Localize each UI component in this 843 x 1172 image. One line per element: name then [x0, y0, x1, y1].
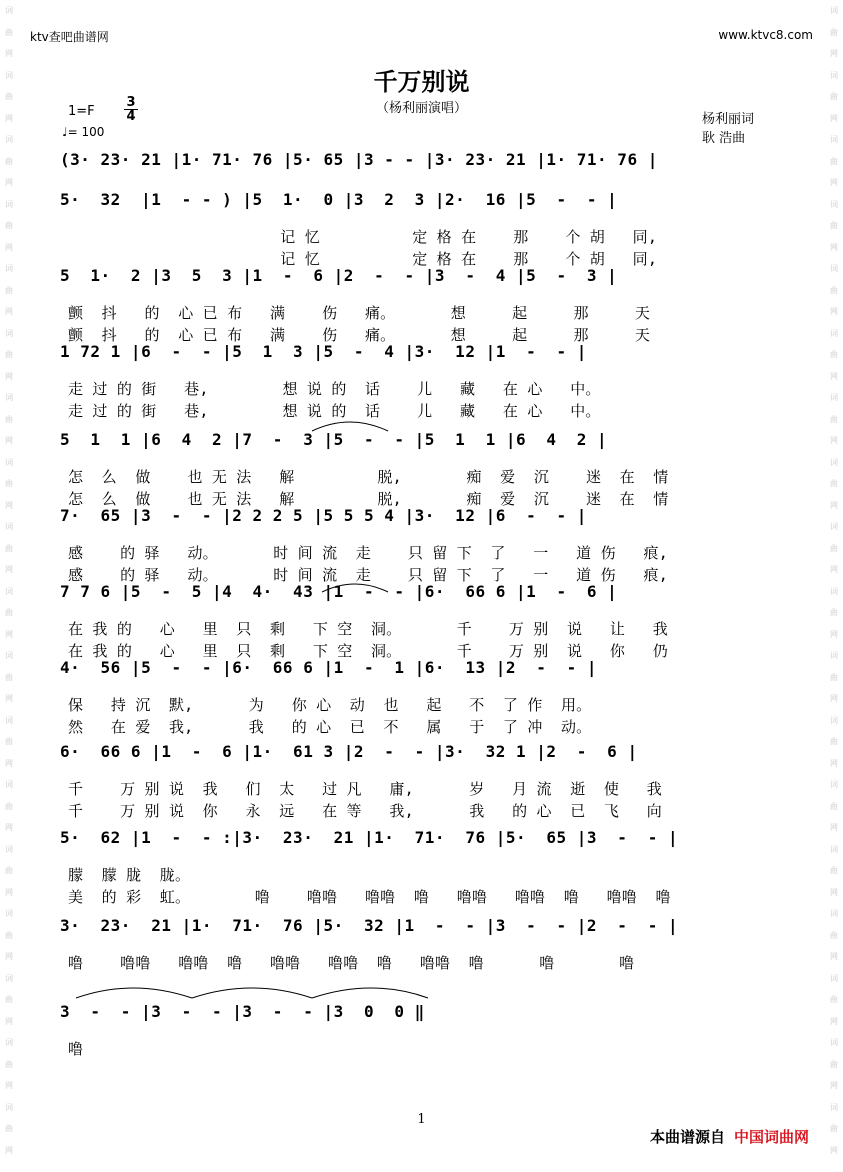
notation-line: 5 1· 2 |3 5 3 |1 - 6 |2 - - |3 - 4 |5 - 3 |	[60, 266, 618, 285]
watermark-char: 曲	[5, 737, 13, 746]
lyric-line: 噜 噜噜 噜噜 噜 噜噜 噜噜 噜 噜噜 噜 噜 噜	[68, 954, 635, 972]
song-title: 千万别说	[373, 68, 470, 96]
lyric-line: 美 的 彩 虹。 噜 噜噜 噜噜 噜 噜噜 噜噜 噜 噜噜 噜	[68, 888, 671, 906]
watermark-char: 词	[830, 393, 838, 402]
watermark-char: 网	[5, 436, 13, 445]
notation-line: 7 7 6 |5 - 5 |4 4· 43 |1 - - |6· 66 6 |1 - 6 |	[60, 582, 618, 601]
watermark-char: 词	[5, 1102, 13, 1112]
notation-system	[60, 430, 780, 460]
watermark-char: 曲	[5, 930, 13, 940]
watermark-char: 曲	[830, 156, 838, 166]
watermark-char: 词	[830, 1038, 838, 1047]
slur-mark	[310, 417, 390, 433]
watermark-char: 词	[5, 264, 13, 273]
composer-credit: 耿 浩曲	[702, 131, 746, 146]
watermark-char: 曲	[830, 866, 838, 875]
watermark-char: 网	[830, 694, 838, 703]
watermark-char: 网	[830, 500, 838, 510]
notation-line: 1 72 1 |6 - - |5 1 3 |5 - 4 |3· 12 |1 - - |	[60, 342, 587, 361]
source-label: 本曲谱源自	[649, 1128, 725, 1146]
notation-system	[60, 190, 780, 220]
watermark-char: 曲	[830, 608, 838, 617]
watermark-char: 曲	[5, 543, 13, 553]
watermark-char: 网	[830, 242, 838, 252]
watermark-char: 曲	[5, 479, 13, 488]
notation-system	[60, 916, 780, 946]
watermark-char: 词	[830, 715, 838, 725]
watermark-char: 网	[5, 1016, 13, 1026]
watermark-char: 网	[830, 1016, 838, 1026]
watermark-char: 曲	[830, 737, 838, 746]
watermark-char: 网	[5, 629, 13, 639]
lyric-line: 噜	[68, 1040, 84, 1058]
watermark-char: 网	[5, 952, 13, 961]
watermark-char: 网	[830, 113, 838, 123]
watermark-char: 网	[5, 113, 13, 123]
watermark-char: 曲	[5, 285, 13, 295]
watermark-char: 网	[5, 307, 13, 316]
watermark-char: 曲	[5, 414, 13, 424]
lyric-line: 千 万 别 说 我 们 太 过 凡 庸, 岁 月 流 逝 使 我	[68, 780, 662, 798]
watermark-char: 曲	[830, 995, 838, 1004]
watermark-char: 词	[830, 586, 838, 596]
watermark-char: 网	[5, 758, 13, 768]
watermark-char: 曲	[5, 866, 13, 875]
watermark-char: 网	[5, 1081, 13, 1090]
time-numerator: 3	[126, 95, 136, 110]
watermark-char: 词	[5, 586, 13, 596]
notation-line: 6· 66 6 |1 - 6 |1· 61 3 |2 - - |3· 32 1 |2 - 6 |	[60, 742, 638, 761]
watermark-char: 网	[5, 178, 13, 187]
watermark-char: 曲	[5, 221, 13, 230]
watermark-char: 网	[830, 307, 838, 316]
notation-line: 7· 65 |3 - - |2 2 2 5 |5 5 5 4 |3· 12 |6 - - |	[60, 506, 587, 525]
time-denominator: 4	[124, 109, 138, 123]
notation-system	[60, 1002, 780, 1032]
watermark-char: 词	[5, 70, 13, 80]
watermark-char: 网	[830, 178, 838, 187]
key-signature: 1=F	[68, 104, 95, 119]
watermark-char: 曲	[830, 479, 838, 488]
watermark-char: 词	[830, 457, 838, 467]
lyric-line: 怎 么 做 也 无 法 解 脱, 痴 爱 沉 迷 在 情	[68, 490, 669, 508]
lyric-line: 在 我 的 心 里 只 剩 下 空 洞。 千 万 别 说 让 我	[68, 620, 668, 638]
lyric-line: 千 万 别 说 你 永 远 在 等 我, 我 的 心 已 飞 向	[68, 802, 662, 820]
watermark-char: 网	[5, 823, 13, 832]
watermark-char: 曲	[830, 221, 838, 230]
watermark-char: 词	[5, 199, 13, 209]
notation-system	[60, 828, 780, 858]
watermark-char: 词	[5, 780, 13, 789]
watermark-char: 曲	[5, 672, 13, 682]
watermark-char: 词	[830, 70, 838, 80]
watermark-char: 词	[830, 522, 838, 531]
watermark-char: 词	[830, 973, 838, 983]
watermark-char: 词	[830, 264, 838, 273]
watermark-char: 曲	[5, 27, 13, 37]
watermark-char: 曲	[5, 1124, 13, 1133]
watermark-char: 曲	[830, 543, 838, 553]
watermark-char: 词	[830, 651, 838, 660]
watermark-char: 网	[830, 823, 838, 832]
slur-mark	[320, 580, 390, 594]
watermark-char: 词	[830, 844, 838, 854]
watermark-char: 网	[5, 49, 13, 58]
notation-line: (3· 23· 21 |1· 71· 76 |5· 65 |3 - - |3· 23· 21 |1· 71· 76 |	[60, 150, 658, 169]
watermark-char: 曲	[5, 1059, 13, 1069]
notation-system	[60, 658, 780, 688]
watermark-char: 曲	[5, 350, 13, 359]
lyric-line: 朦 朦 胧 胧。	[68, 866, 191, 884]
notation-system	[60, 506, 780, 536]
lyric-line: 记 忆 定 格 在 那 个 胡 同,	[68, 250, 658, 268]
watermark-char: 网	[830, 1145, 838, 1155]
notation-line: 5· 32 |1 - - ) |5 1· 0 |3 2 3 |2· 16 |5 - - |	[60, 190, 618, 209]
watermark-char: 曲	[830, 672, 838, 682]
watermark-char: 曲	[830, 1059, 838, 1069]
lyric-line: 保 持 沉 默, 为 你 心 动 也 起 不 了 作 用。	[68, 696, 592, 714]
watermark-char: 网	[830, 436, 838, 445]
notation-system	[60, 150, 780, 180]
watermark-char: 词	[5, 973, 13, 983]
site-url-right[interactable]: www.ktvc8.com	[718, 28, 813, 42]
watermark-char: 曲	[5, 801, 13, 811]
lyric-line: 走 过 的 街 巷, 想 说 的 话 儿 藏 在 心 中。	[68, 402, 601, 420]
lyric-line: 颤 抖 的 心 已 布 满 伤 痛。 想 起 那 天	[68, 304, 651, 322]
side-watermark-left	[2, 0, 16, 1172]
watermark-char: 网	[5, 565, 13, 574]
watermark-char: 网	[830, 371, 838, 381]
watermark-char: 词	[5, 522, 13, 531]
watermark-char: 网	[830, 49, 838, 58]
watermark-char: 曲	[830, 285, 838, 295]
lyric-line: 感 的 驿 动。 时 间 流 走 只 留 下 了 一 道 伤 痕,	[68, 566, 668, 584]
watermark-char: 词	[5, 909, 13, 918]
watermark-char: 词	[830, 328, 838, 338]
watermark-char: 曲	[5, 156, 13, 166]
lyric-line: 走 过 的 街 巷, 想 说 的 话 儿 藏 在 心 中。	[68, 380, 601, 398]
watermark-char: 曲	[830, 1124, 838, 1133]
watermark-char: 词	[830, 909, 838, 918]
watermark-char: 网	[830, 952, 838, 961]
watermark-char: 曲	[5, 608, 13, 617]
source-brand-link[interactable]: 中国词曲网	[733, 1128, 809, 1146]
notation-line: 3 - - |3 - - |3 - - |3 0 0 ‖	[60, 1002, 425, 1021]
watermark-char: 曲	[5, 92, 13, 101]
watermark-char: 网	[830, 887, 838, 897]
watermark-char: 网	[5, 887, 13, 897]
watermark-char: 词	[5, 135, 13, 144]
watermark-char: 网	[5, 242, 13, 252]
lyric-line: 感 的 驿 动。 时 间 流 走 只 留 下 了 一 道 伤 痕,	[68, 544, 668, 562]
watermark-char: 词	[5, 715, 13, 725]
notation-system	[60, 342, 780, 372]
watermark-char: 词	[830, 135, 838, 144]
watermark-char: 曲	[830, 414, 838, 424]
lyric-line: 记 忆 定 格 在 那 个 胡 同,	[68, 228, 658, 246]
notation-line: 3· 23· 21 |1· 71· 76 |5· 32 |1 - - |3 - - |2 - - |	[60, 916, 679, 935]
slur-mark	[72, 980, 432, 1000]
watermark-char: 词	[830, 780, 838, 789]
lyric-line: 怎 么 做 也 无 法 解 脱, 痴 爱 沉 迷 在 情	[68, 468, 669, 486]
watermark-char: 曲	[830, 92, 838, 101]
watermark-char: 词	[5, 651, 13, 660]
time-signature	[124, 96, 138, 123]
watermark-char: 网	[830, 1081, 838, 1090]
lyric-line: 颤 抖 的 心 已 布 满 伤 痛。 想 起 那 天	[68, 326, 651, 344]
watermark-char: 曲	[5, 995, 13, 1004]
watermark-char: 词	[5, 393, 13, 402]
watermark-char: 词	[5, 844, 13, 854]
lyric-line: 在 我 的 心 里 只 剩 下 空 洞。 千 万 别 说 你 仍	[68, 642, 668, 660]
watermark-char: 网	[830, 629, 838, 639]
notation-line: 4· 56 |5 - - |6· 66 6 |1 - 1 |6· 13 |2 - - |	[60, 658, 598, 677]
lyric-line: 然 在 爱 我, 我 的 心 已 不 属 于 了 冲 动。	[68, 718, 592, 736]
watermark-char: 曲	[830, 350, 838, 359]
watermark-char: 网	[830, 758, 838, 768]
watermark-char: 词	[5, 6, 13, 15]
watermark-char: 网	[830, 565, 838, 574]
watermark-char: 曲	[830, 801, 838, 811]
watermark-char: 网	[5, 1145, 13, 1155]
notation-line: 5· 62 |1 - - :|3· 23· 21 |1· 71· 76 |5· 65 |3 - - |	[60, 828, 679, 847]
notation-system	[60, 266, 780, 296]
watermark-char: 网	[5, 500, 13, 510]
watermark-char: 曲	[830, 930, 838, 940]
watermark-char: 词	[5, 1038, 13, 1047]
notation-system	[60, 582, 780, 612]
watermark-char: 曲	[830, 27, 838, 37]
tempo-marking: ♩= 100	[62, 125, 105, 139]
watermark-char: 词	[5, 457, 13, 467]
watermark-char: 网	[5, 371, 13, 381]
side-watermark-right	[827, 0, 841, 1172]
watermark-char: 网	[5, 694, 13, 703]
page-number: 1	[417, 1112, 426, 1127]
watermark-char: 词	[830, 6, 838, 15]
site-name-left[interactable]: ktv查吧曲谱网	[30, 30, 109, 44]
watermark-char: 词	[5, 328, 13, 338]
notation-line: 5 1 1 |6 4 2 |7 - 3 |5 - - |5 1 1 |6 4 2 |	[60, 430, 608, 449]
watermark-char: 词	[830, 1102, 838, 1112]
notation-system	[60, 742, 780, 772]
song-subtitle: （杨利丽演唱）	[375, 101, 467, 116]
watermark-char: 词	[830, 199, 838, 209]
lyricist-credit: 杨利丽词	[702, 112, 755, 127]
